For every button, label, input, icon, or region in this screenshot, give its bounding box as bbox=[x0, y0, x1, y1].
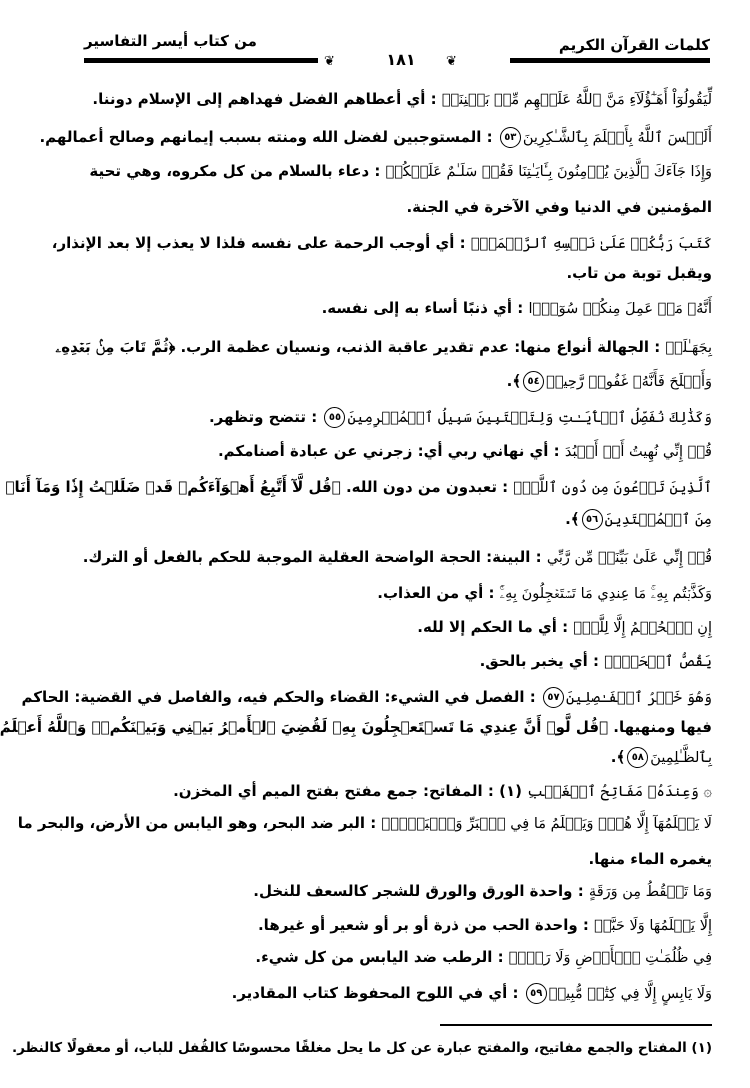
text-line bbox=[39, 126, 712, 149]
verse-number-badge: ٥٥ bbox=[324, 407, 345, 428]
explanation-text: : واحدة الورق والورق للشجر كالسعف للنخل. bbox=[253, 882, 589, 900]
explanation-text: المؤمنين في الدنيا وفي الآخرة في الجنة. bbox=[406, 198, 712, 216]
text-line bbox=[60, 406, 712, 429]
text-line bbox=[60, 616, 712, 639]
ornament-icon: ❦ bbox=[446, 54, 457, 69]
explanation-text: : أي أعطاهم الفضل فهداهم إلى الإسلام دوننا. bbox=[92, 90, 442, 108]
quran-phrase: يَقُصُّ ٱلۡحَقَّۖ bbox=[604, 654, 712, 670]
explanation-text: يغمره الماء منها. bbox=[588, 850, 712, 868]
source-title: من كتاب أيسر التفاسير bbox=[84, 32, 257, 50]
quran-phrase: قُلۡ إِنِّي عَلَىٰ بَيِّنَةٖ مِّن رَّبِّي bbox=[546, 550, 712, 566]
text-line bbox=[55, 336, 712, 359]
explanation-text: : البينة: الحجة الواضحة العقلية الموجبة للحكم بالفعل أو الترك. bbox=[82, 548, 547, 566]
verse-number-badge: ٥٦ bbox=[582, 509, 603, 530]
explanation-text: : الرطب ضد اليابس من كل شيء. bbox=[255, 948, 509, 966]
explanation-text: : أي في اللوح المحفوظ كتاب المقادير. bbox=[231, 984, 524, 1002]
explanation-text: : المستوجبين لفضل الله ومنته بسبب إيمانهم وصالح أعمالهم. bbox=[39, 128, 498, 146]
quran-phrase: فِي ظُلُمَـٰتِ ٱلۡأَرۡضِ وَلَا رَطۡبٖ bbox=[508, 950, 712, 966]
quran-phrase: بِجَهَـٰلَةٖ bbox=[665, 340, 712, 356]
explanation-text: (١) : المفاتح: جمع مفتح بفتح الميم أي المخزن. bbox=[173, 782, 528, 800]
explanation-text: فيها ومنهيها. ﴿قُل لَّوۡ أَنَّ عِندِي مَا تَسۡتَعۡجِلُونَ بِهِۦ لَقُضِيَ ٱلۡأَمۡرُ بَيۡنِي وَبَيۡنَكُمۡۗ وَٱللَّهُ أَعۡلَمُ bbox=[0, 718, 712, 736]
explanation-text: : دعاء بالسلام من كل مكروه، وهي تحية bbox=[89, 162, 386, 180]
text-line bbox=[60, 160, 712, 183]
book-title: كلمات القرآن الكريم bbox=[558, 36, 710, 54]
quran-phrase: وَلَا يَابِسٍ إِلَّا فِي كِتَٰبٖ مُّبِينٖ bbox=[548, 986, 712, 1002]
explanation-text: : البر ضد البحر، وهو اليابس من الأرض، والبحر ما bbox=[17, 814, 382, 832]
text-line bbox=[60, 440, 712, 463]
text-line bbox=[51, 232, 712, 255]
footnote-rule bbox=[440, 1024, 712, 1026]
quran-phrase: أَلَيۡسَ ٱللَّهُ بِأَعۡلَمَ بِٱلشَّـٰكِرِينَ bbox=[522, 130, 712, 146]
verse-number-badge: ٥٨ bbox=[627, 747, 648, 768]
quran-phrase: إِنِ ٱلۡحُكۡمُ إِلَّا لِلَّهِۖ bbox=[573, 620, 712, 636]
quran-phrase: وَكَذَٰلِكَ نُفَصِّلُ ٱلۡأٓيَـٰتِ وَلِتَسۡتَبِينَ سَبِيلُ ٱلۡمُجۡرِمِينَ bbox=[347, 410, 712, 426]
quran-phrase: مِنَ ٱلۡمُهۡتَدِينَ bbox=[604, 512, 712, 528]
explanation-text: : أي نهاني ربي أي: زجرني عن عبادة أصنامكم. bbox=[217, 442, 565, 460]
explanation-text: : الفصل في الشيء: القضاء والحكم فيه، والفاصل في القضية: الحاكم bbox=[21, 688, 542, 706]
text-line bbox=[5, 476, 712, 499]
explanation-text: ﴾. bbox=[610, 748, 626, 766]
quran-phrase: لَا يَعۡلَمُهَآ إِلَّا هُوَۚ وَيَعۡلَمُ مَا فِي ٱلۡبَرِّ وَٱلۡبَحۡرِۚ bbox=[381, 816, 712, 832]
verse-number-badge: ٥٤ bbox=[523, 371, 544, 392]
quran-phrase: وَمَا تَسۡقُطُ مِن وَرَقَةٍ bbox=[588, 884, 712, 900]
text-line bbox=[17, 812, 712, 835]
quran-phrase: ۞ وَعِندَهُۥ مَفَاتِحُ ٱلۡغَيۡبِ bbox=[527, 784, 712, 800]
quran-phrase: وَإِذَا جَآءَكَ ٱلَّذِينَ يُؤۡمِنُونَ بِـَٔايَـٰتِنَا فَقُلۡ سَلَـٰمٌ عَلَيۡكُمۡ bbox=[385, 164, 712, 180]
explanation-text: : واحدة الحب من ذرة أو بر أو شعير أو غيرها. bbox=[257, 916, 595, 934]
quran-phrase: كَتَبَ رَبُّكُمۡ عَلَىٰ نَفۡسِهِ ٱلرَّحۡمَةَۖ bbox=[470, 236, 712, 252]
verse-number-badge: ٥٣ bbox=[500, 127, 521, 148]
verse-number-badge: ٥٩ bbox=[526, 983, 547, 1004]
explanation-text: : أي يخبر بالحق. bbox=[479, 652, 605, 670]
text-line bbox=[60, 946, 712, 969]
running-header bbox=[74, 28, 710, 69]
ornament-icon: ❦ bbox=[324, 54, 335, 69]
quran-phrase: وَأَصۡلَحَ فَأَنَّهُۥ غَفُورٞ رَّحِيمٞ bbox=[546, 374, 712, 390]
text-line bbox=[60, 982, 712, 1005]
quran-phrase: وَهُوَ خَيۡرُ ٱلۡفَـٰصِلِينَ bbox=[566, 690, 712, 706]
header-rule-right bbox=[510, 58, 710, 63]
text-line bbox=[60, 746, 712, 769]
explanation-text: : أي أوجب الرحمة على نفسه فلذا لا يعذب إلا بعد الإنذار، bbox=[51, 234, 471, 252]
quran-phrase: لِّيَقُولُوٓاْ أَهَـٰٓؤُلَآءِ مَنَّ ٱللَّهُ عَلَيۡهِم مِّنۢ بَيۡنِنَآۗ bbox=[441, 92, 712, 108]
explanation-text: ويقبل توبة من تاب. bbox=[566, 264, 712, 282]
quran-phrase: قُلۡ إِنِّي نُهِيتُ أَنۡ أَعۡبُدَ bbox=[564, 444, 712, 460]
quran-phrase: أَنَّهُۥ مَنۡ عَمِلَ مِنكُمۡ سُوٓءَۢا bbox=[528, 301, 712, 317]
text-line bbox=[60, 196, 712, 218]
quran-phrase: وَكَذَّبۡتُم بِهِۦۚ مَا عِندِي مَا تَسۡتَعۡجِلُونَ بِهِۦٓۚ bbox=[499, 586, 712, 602]
text-line bbox=[60, 914, 712, 937]
page-number: ١٨١ bbox=[386, 50, 416, 69]
explanation-text: : أي ذنبًا أساء به إلى نفسه. bbox=[321, 299, 529, 317]
text-line bbox=[60, 780, 712, 803]
footnote: (١) المفتاح والجمع مفاتيح، والمفتح عبارة عن كل ما يحل مغلقًا محسوسًا كالقُفل للباب، أو معقولًا كالنظر. bbox=[11, 1040, 712, 1056]
header-rule-left bbox=[84, 58, 318, 63]
text-line bbox=[60, 297, 712, 320]
quran-phrase: ٱلَّذِينَ تَدۡعُونَ مِن دُونِ ٱللَّهِۚ bbox=[513, 480, 712, 496]
text-line bbox=[60, 370, 712, 393]
explanation-text: ﴾. bbox=[506, 372, 522, 390]
explanation-text: : تتضح وتظهر. bbox=[208, 408, 323, 426]
explanation-text: : أي ما الحكم إلا لله. bbox=[417, 618, 574, 636]
explanation-text: ﴾. bbox=[565, 510, 580, 528]
text-line bbox=[60, 546, 712, 569]
explanation-text: : تعبدون من دون الله. ﴿قُل لَّآ أَتَّبِعُ أَهۡوَآءَكُمۡ قَدۡ ضَلَلۡتُ إِذٗا وَمَآ أَنَا۠ bbox=[5, 478, 514, 496]
text-line bbox=[60, 650, 712, 673]
text-line bbox=[60, 262, 712, 284]
verse-number-badge: ٥٧ bbox=[543, 687, 564, 708]
explanation-text: : الجهالة أنواع منها: عدم تقدير عاقبة الذنب، ونسيان عظمة الرب. ﴿ثُمَّ تَابَ مِنۢ بَعۡدِهِۦ bbox=[55, 338, 666, 356]
text-line bbox=[60, 508, 712, 531]
quran-phrase: بِٱلظَّـٰلِمِينَ bbox=[650, 750, 712, 766]
text-line bbox=[60, 582, 712, 605]
text-line bbox=[21, 686, 712, 709]
text-line bbox=[60, 880, 712, 903]
text-line bbox=[60, 848, 712, 870]
explanation-text: : أي من العذاب. bbox=[377, 584, 500, 602]
text-line bbox=[0, 716, 712, 738]
quran-phrase: إِلَّا يَعۡلَمُهَا وَلَا حَبَّةٖ bbox=[594, 918, 712, 934]
text-line bbox=[60, 88, 712, 111]
